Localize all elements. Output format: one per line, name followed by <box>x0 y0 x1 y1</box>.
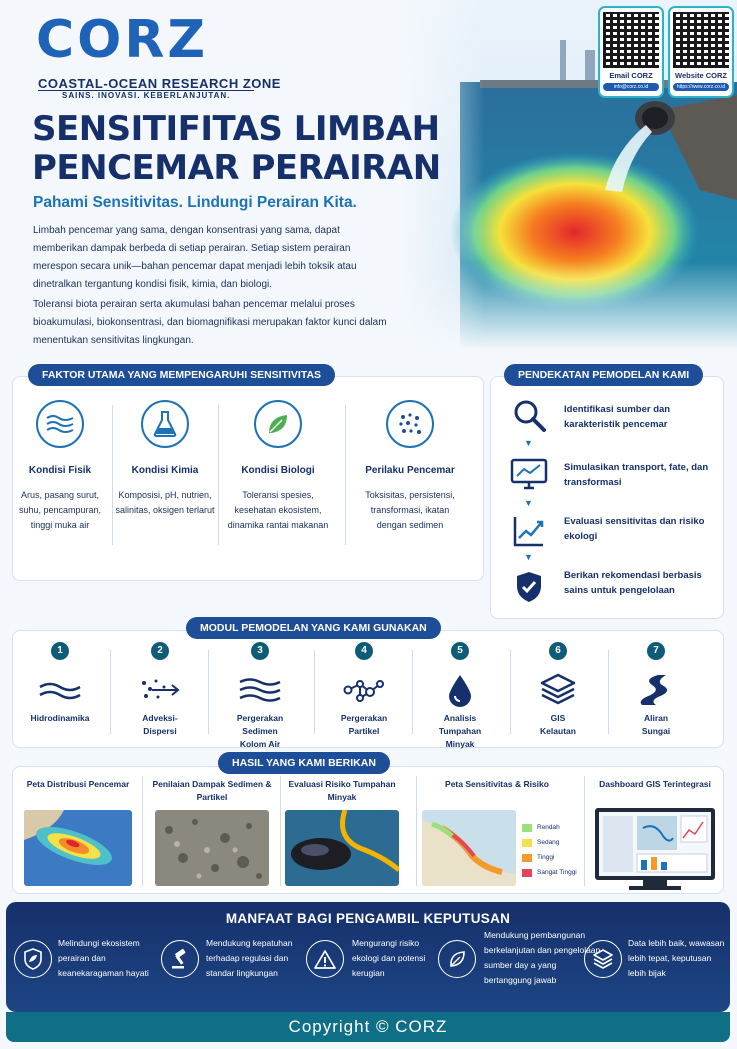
divider <box>280 776 281 886</box>
monitor-chart-icon <box>510 458 548 492</box>
module-label: Analisis Tumpahan Minyak <box>438 713 482 749</box>
divider <box>218 405 219 545</box>
module-label: Pergerakan Partikel <box>340 713 388 736</box>
tagline: Pahami Sensitivitas. Lindungi Perairan Kita. <box>33 194 357 211</box>
approach-step-4 <box>508 566 718 616</box>
qr-code-icon <box>603 12 659 68</box>
factor-name: Kondisi Fisik <box>28 465 92 476</box>
module-label: Pergerakan Sedimen Kolom Air <box>236 713 284 749</box>
layers-icon <box>510 672 606 708</box>
factor-name: Kondisi Biologi <box>241 465 315 476</box>
arrow-down-icon: ▼ <box>524 498 533 508</box>
benefit-text: Mendukung kepatuhan terhadap regulasi dan standar lingkungan <box>206 938 293 978</box>
divider <box>416 776 417 886</box>
legend-label: Sangat Tinggi <box>537 869 577 876</box>
qr-website[interactable] <box>668 6 734 98</box>
brand-motto: SAINS. INOVASI. KEBERLANJUTAN. <box>62 91 231 100</box>
divider <box>584 776 585 886</box>
sediment-icon <box>212 672 308 708</box>
leaf-icon <box>254 400 302 448</box>
module-number: 5 <box>451 642 469 660</box>
module-4 <box>316 642 412 738</box>
module-label: Hidrodinamika <box>30 713 90 723</box>
divider <box>208 650 209 734</box>
module-7 <box>608 642 704 738</box>
factor-name: Perilaku Pencemar <box>365 465 455 476</box>
layers-data-icon <box>584 940 622 978</box>
factor-desc: Toleransi spesies, kesehatan ekosistem, dinamika rantai makanan <box>227 490 329 530</box>
module-number: 2 <box>151 642 169 660</box>
sediment-photo <box>155 810 269 886</box>
title-line-1: SENSITIFITAS LIMBAH <box>32 109 440 149</box>
oil-drop-icon <box>412 672 508 708</box>
trend-chart-icon <box>512 514 546 548</box>
factors-title: FAKTOR UTAMA YANG MEMPENGARUHI SENSITIVITAS <box>28 364 335 386</box>
shield-check-icon <box>514 570 544 604</box>
monitor-dashboard-image <box>593 808 717 892</box>
factor-biological <box>223 400 333 533</box>
module-number: 1 <box>51 642 69 660</box>
results-title: HASIL YANG KAMI BERIKAN <box>218 752 390 774</box>
step-text: Berikan rekomendasi berbasis sains untuk pengelolaan <box>564 570 702 596</box>
modules-title: MODUL PEMODELAN YANG KAMI GUNAKAN <box>186 617 441 639</box>
benefit-text: Melindungi ekosistem perairan dan keanekaragaman hayati <box>58 938 149 978</box>
benefits-title: MANFAAT BAGI PENGAMBIL KEPUTUSAN <box>225 911 511 926</box>
legend-swatch <box>522 854 532 862</box>
title-line-2: PENCEMAR PERAIRAN <box>32 148 441 188</box>
module-label: GIS Kelautan <box>540 713 576 736</box>
risk-legend <box>522 820 577 880</box>
qr-website-value: https://www.corz.co.id <box>673 83 729 91</box>
legend-swatch <box>522 839 532 847</box>
divider <box>110 650 111 734</box>
magnifier-icon <box>512 398 548 434</box>
warning-icon <box>306 940 344 978</box>
module-6 <box>510 642 606 738</box>
shield-leaf-icon <box>14 940 52 978</box>
module-1 <box>12 642 108 725</box>
result-label: Peta Sensitivitas & Risiko <box>445 779 549 789</box>
benefit-text: Data lebih baik, wawasan lebih tepat, keputusan lebih bijak <box>628 938 725 978</box>
result-oil-spill <box>282 778 402 886</box>
legend-label: Sedang <box>537 839 560 846</box>
factor-name: Kondisi Kimia <box>131 465 199 476</box>
step-text: Identifikasi sumber dan karakteristik pencemar <box>564 404 671 430</box>
result-label: Penilaian Dampak Sedimen & Partikel <box>152 779 272 802</box>
module-label: Adveksi-Dispersi <box>142 713 178 736</box>
module-5 <box>412 642 508 751</box>
approach-step-2 <box>508 456 718 496</box>
oil-spill-photo <box>285 810 399 886</box>
benefit-text: Mendukung pembangunan berkelanjutan dan pengelolaan sumber day a yang bertanggung jawab <box>484 930 601 985</box>
factor-pollutant <box>355 400 465 533</box>
particles-icon <box>386 400 434 448</box>
intro-paragraph-1: Limbah pencemar yang sama, dengan konsentrasi yang sama, dapat memberikan dampak berbeda di setiap perairan. Setiap sistem perairan merespon secara unik—bahan pencemar dapat menjadi lebih toksik atau dinetralkan tergantung kondisi fisik, kimia, dan biologi. <box>33 225 357 290</box>
flask-icon <box>141 400 189 448</box>
module-3 <box>212 642 308 751</box>
approach-title: PENDEKATAN PEMODELAN KAMI <box>504 364 703 386</box>
divider <box>142 776 143 886</box>
result-label: Peta Distribusi Pencemar <box>26 779 130 789</box>
sensitivity-map-image <box>422 810 516 886</box>
result-sediment-impact <box>150 778 274 886</box>
qr-email-value: info@corz.co.id <box>603 83 659 91</box>
legend-swatch <box>522 824 532 832</box>
module-number: 3 <box>251 642 269 660</box>
factor-chemical <box>115 400 215 518</box>
benefit-text: Mengurangi risiko ekologi dan potensi kerugian <box>352 938 426 978</box>
arrow-down-icon: ▼ <box>524 552 533 562</box>
approach-step-3 <box>508 512 718 552</box>
result-label: Dashboard GIS Terintegrasi <box>599 779 711 789</box>
brand-logo: CORZ <box>36 10 209 70</box>
flow-waves-icon <box>12 672 108 708</box>
module-number: 6 <box>549 642 567 660</box>
module-number: 4 <box>355 642 373 660</box>
result-gis-dashboard <box>590 778 720 892</box>
pollutant-map-image <box>24 810 132 886</box>
qr-email[interactable] <box>598 6 664 98</box>
step-text: Simulasikan transport, fate, dan transformasi <box>564 462 709 488</box>
module-label: Aliran Sungai <box>641 713 671 736</box>
particle-network-icon <box>316 672 412 708</box>
benefits-section <box>6 902 730 1012</box>
factor-desc: Arus, pasang surut, suhu, pencampuran, tinggi muka air <box>18 490 102 530</box>
divider <box>112 405 113 545</box>
divider <box>314 650 315 734</box>
factor-physical <box>10 400 110 533</box>
dispersion-icon <box>112 672 208 708</box>
legend-label: Tinggi <box>537 854 555 861</box>
waves-icon <box>36 400 84 448</box>
qr-email-label: Email CORZ <box>609 71 653 80</box>
copyright-footer: Copyright © CORZ <box>6 1012 730 1042</box>
intro-paragraph-2: Toleransi biota perairan serta akumulasi bahan pencemar melalui proses bioakumulasi, biokonsentrasi, dan biomagnifikasi merupakan faktor kunci dalam menentukan sensitivitas lingkungan. <box>33 299 387 346</box>
qr-website-label: Website CORZ <box>675 71 727 80</box>
gavel-icon <box>161 940 199 978</box>
leaf-hand-icon <box>438 940 476 978</box>
module-2 <box>112 642 208 738</box>
page-title <box>32 110 441 188</box>
module-number: 7 <box>647 642 665 660</box>
result-pollutant-map <box>22 778 134 886</box>
arrow-down-icon: ▼ <box>524 438 533 448</box>
step-text: Evaluasi sensitivitas dan risiko ekologi <box>564 516 705 542</box>
river-icon <box>608 672 704 708</box>
legend-label: Rendah <box>537 824 560 831</box>
approach-step-1 <box>508 396 718 436</box>
divider <box>345 405 346 545</box>
brand-name: COASTAL-OCEAN RESEARCH ZONE <box>38 76 281 91</box>
factor-desc: Komposisi, pH, nutrien, salinitas, oksigen terlarut <box>115 490 215 515</box>
factor-desc: Toksisitas, persistensi, transformasi, ikatan dengan sedimen <box>365 490 455 530</box>
result-label: Evaluasi Risiko Tumpahan Minyak <box>288 779 396 802</box>
legend-swatch <box>522 869 532 877</box>
qr-code-icon <box>673 12 729 68</box>
